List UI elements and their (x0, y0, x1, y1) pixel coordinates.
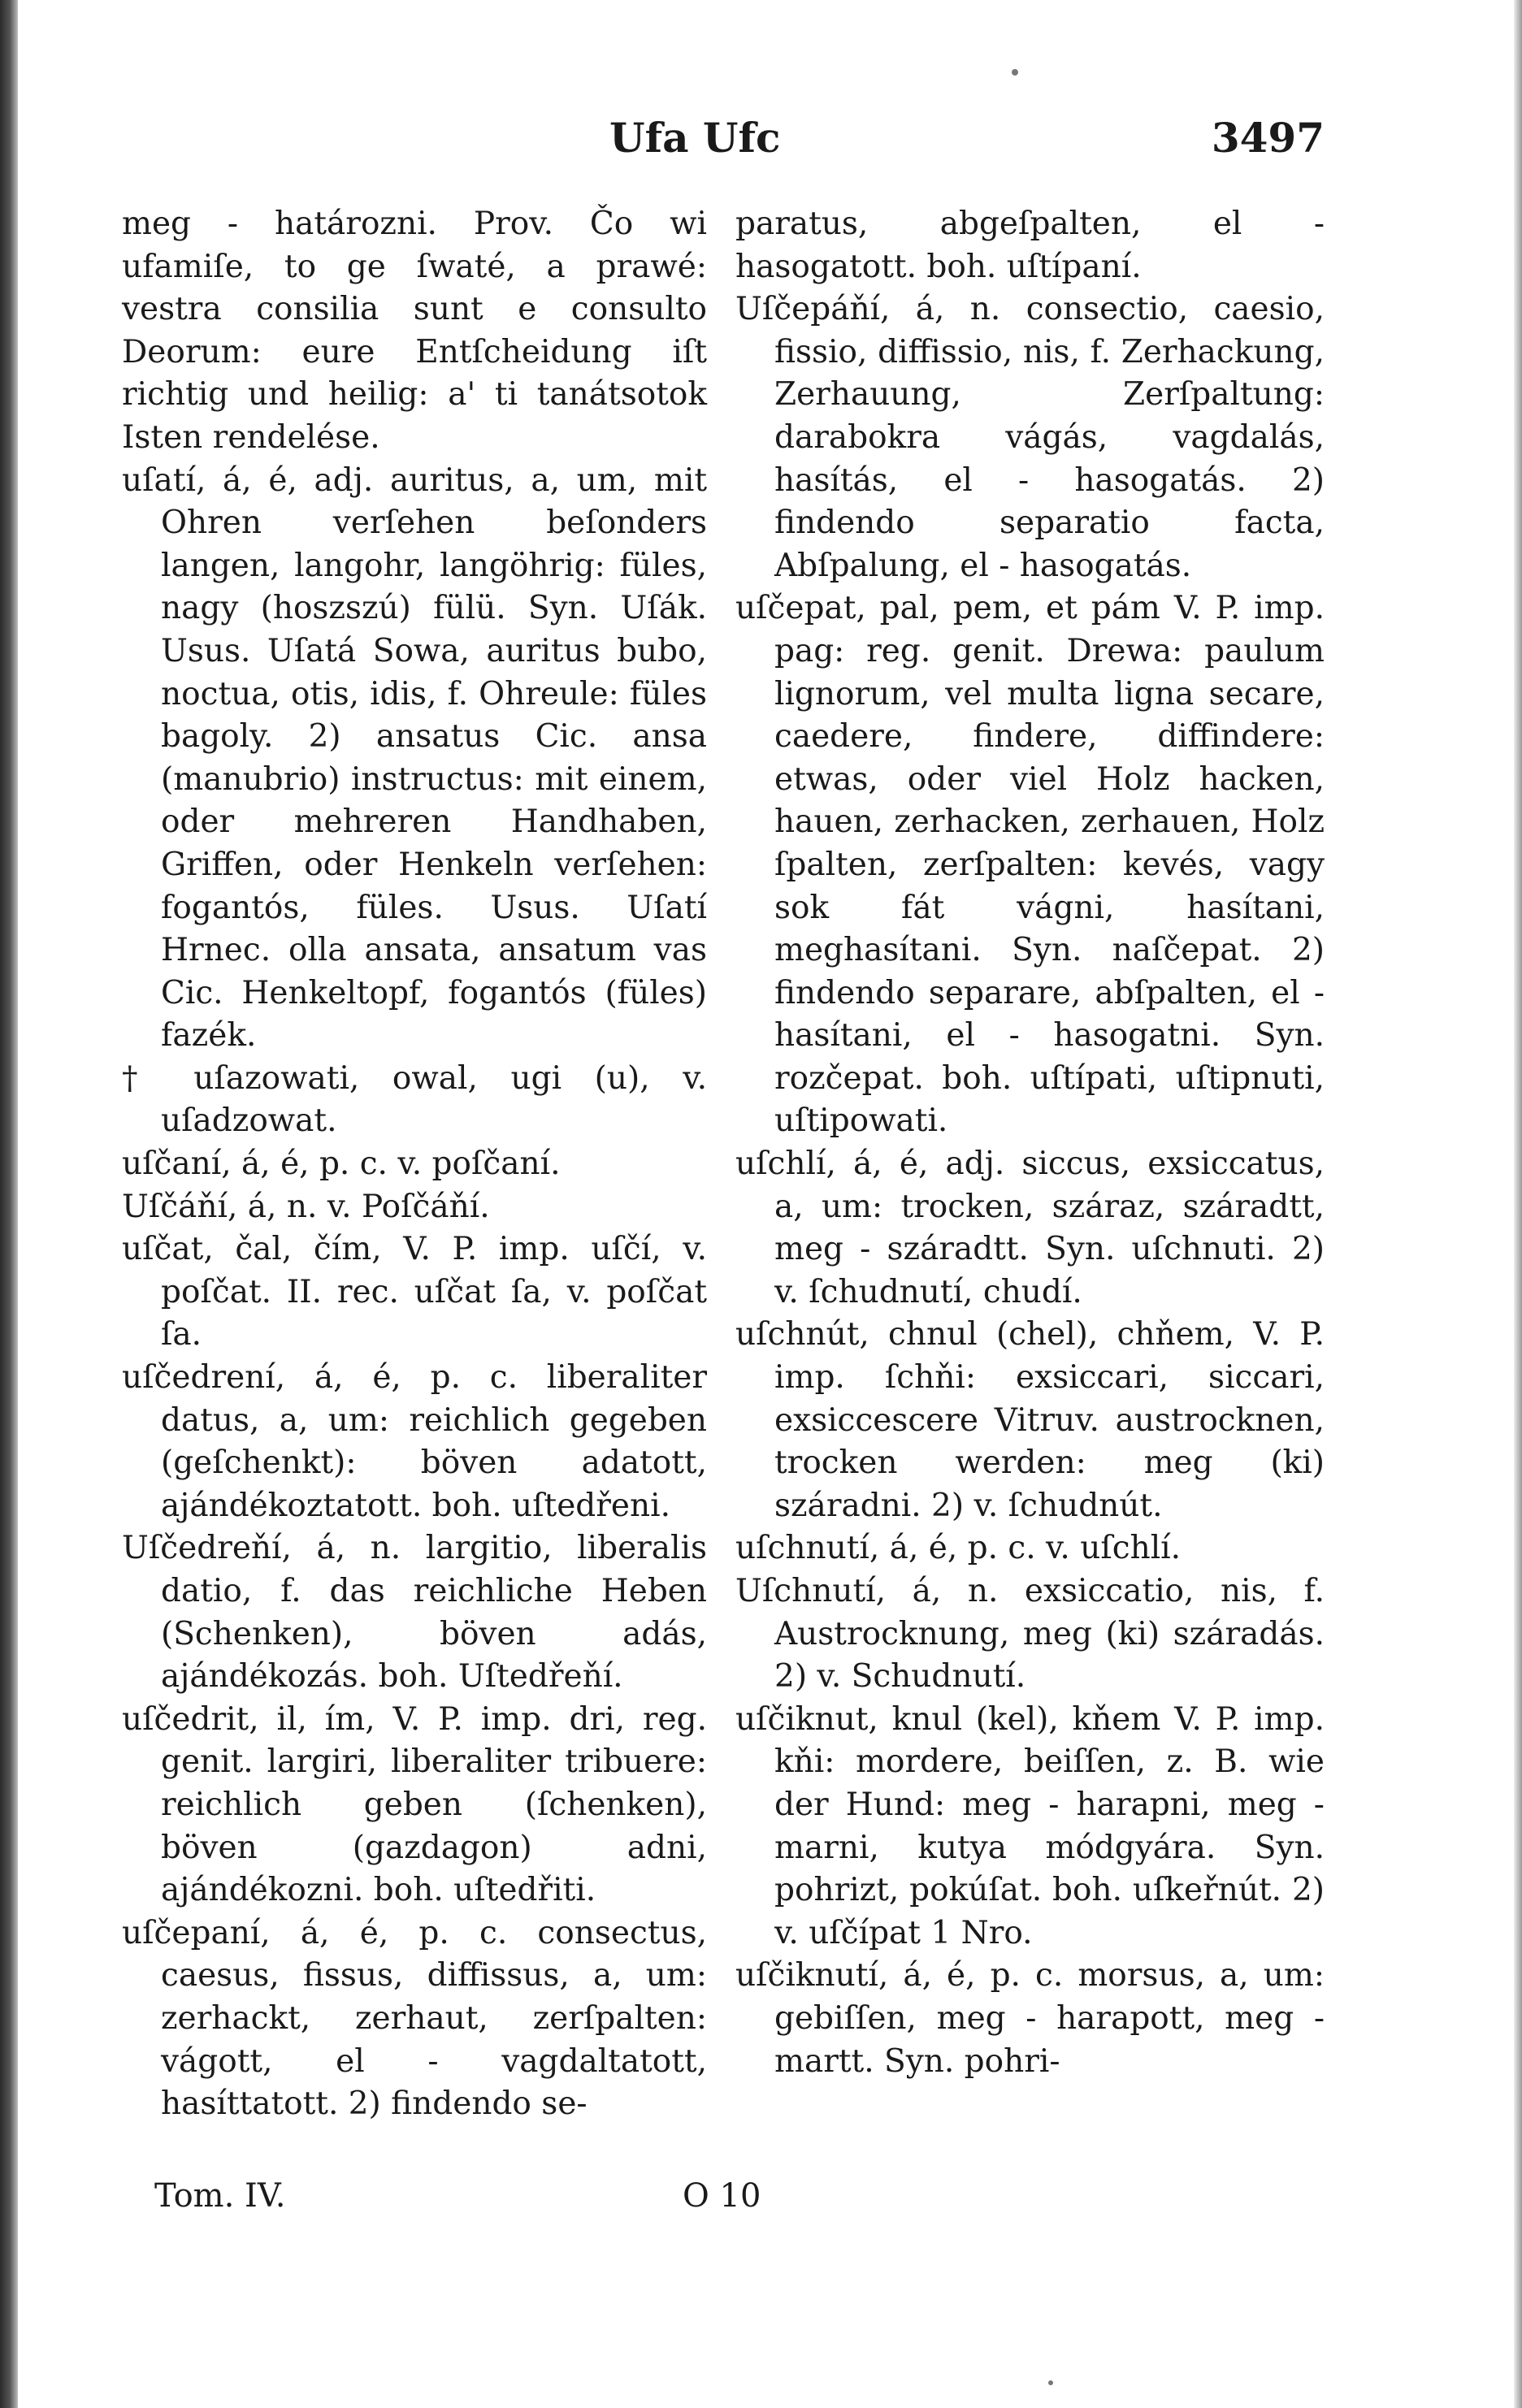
volume-mark: Tom. IV. (154, 2177, 286, 2215)
dictionary-entry: meg - határozni. Prov. Čo wi ufamiſe, to ge ſwaté, a prawé: vestra consilia sunt e consulto Deorum: eure Entſcheidung iſt richtig und heilig: a' ti tanátsotok Isten rendelése. (122, 206, 707, 456)
page-header (122, 97, 1325, 179)
right-column (735, 203, 1325, 2083)
dictionary-entry: Uſčedreňí, á, n. largitio, liberalis datio, f. das reichliche Heben (Schenken), böven adás, ajándékozás. boh. Uſtedřeňí. (122, 1530, 707, 1696)
left-column (122, 203, 707, 2126)
dictionary-entry: uſchlí, á, é, adj. siccus, exsiccatus, a, um: trocken, száraz, száradtt, meg - száradtt. Syn. uſchnuti. 2) v. ſchudnutí, chudí. (735, 1146, 1325, 1310)
dictionary-entry: uſčiknutí, á, é, p. c. morsus, a, um: gebiſſen, meg - harapott, meg - martt. Syn. pohri- (735, 1957, 1325, 2080)
dictionary-entry: uſčepaní, á, é, p. c. consectus, caesus, fissus, diffissus, a, um: zerhackt, zerhaut, zerſpalten: vágott, el - vagdaltatott, hasíttatott. 2) findendo se- (122, 1914, 707, 2123)
page-footer (122, 2177, 1325, 2234)
signature-mark: O 10 (683, 2177, 761, 2215)
book-spine-shadow (0, 0, 18, 2408)
dictionary-entry: uſčedrit, il, ím, V. P. imp. dri, reg. genit. largiri, liberaliter tribuere: reichlich geben (ſchenken), böven (gazdagon) adni, ajándékozni. boh. uſtedřiti. (122, 1700, 707, 1909)
page-edge (1514, 0, 1522, 2408)
dictionary-entry: Uſčepáňí, á, n. consectio, caesio, fissio, diffissio, nis, f. Zerhackung, Zerhauung, Zerſpaltung: darabokra vágás, vagdalás, hasítás, el - hasogatás. 2) findendo separatio facta, Abſpalung, el - hasogatás. (735, 291, 1325, 584)
dictionary-entry: uſchnút, chnul (chel), chňem, V. P. imp. ſchňi: exsiccari, siccari, exsiccescere Vitruv. austrocknen, trocken werden: meg (ki) száradni. 2) v. ſchudnút. (735, 1316, 1325, 1524)
running-head: Ufa Ufc (609, 114, 781, 162)
paper-speck (1048, 2380, 1053, 2385)
dictionary-entry: uſčat, čal, čím, V. P. imp. uſčí, v. poſčat. II. rec. uſčat ſa, v. poſčat ſa. (122, 1231, 707, 1353)
dictionary-entry: paratus, abgeſpalten, el - hasogatott. boh. uſtípaní. (735, 206, 1325, 285)
dictionary-entry: uſčedrení, á, é, p. c. liberaliter datus, a, um: reichlich gegeben (geſchenkt): böven adatott, ajándékoztatott. boh. uſtedřeni. (122, 1359, 707, 1524)
page-number: 3497 (1211, 114, 1325, 162)
dictionary-entry: † uſazowati, owal, ugi (u), v. uſadzowat. (122, 1059, 707, 1140)
dictionary-page (122, 81, 1325, 2324)
dictionary-entry: uſchnutí, á, é, p. c. v. uſchlí. (735, 1530, 1182, 1567)
paper-speck (1012, 69, 1018, 76)
dictionary-entry: uſčaní, á, é, p. c. v. poſčaní. (122, 1146, 561, 1183)
dictionary-entry: uſatí, á, é, adj. auritus, a, um, mit Ohren verſehen beſonders langen, langohr, langöhrig: füles, nagy (hoszszú) fülü. Syn. Uſák. Usus. Uſatá Sowa, auritus bubo, noctua, otis, idis, f. Ohreule: füles bagoly. 2) ansatus Cic. ansa (manubrio) instructus: mit einem, oder mehreren Handhaben, Griffen, oder Henkeln verſehen: fogantós, füles. Usus. Uſatí Hrnec. olla ansata, ansatum vas Cic. Henkeltopf, fogantós (füles) fazék. (122, 461, 707, 1055)
dictionary-entry: Uſchnutí, á, n. exsiccatio, nis, f. Austrocknung, meg (ki) száradás. 2) v. Schudnutí. (735, 1573, 1325, 1696)
dictionary-entry: uſčiknut, knul (kel), kňem V. P. imp. kňi: mordere, beiſſen, z. B. wie der Hund: meg - harapni, meg - marni, kutya módgyára. Syn. pohrizt, pokúſat. boh. uſkeřnút. 2) v. uſčípat 1 Nro. (735, 1700, 1325, 1951)
dictionary-entry: uſčepat, pal, pem, et pám V. P. imp. pag: reg. genit. Drewa: paulum lignorum, vel multa ligna secare, caedere, findere, diffindere: etwas, oder viel Holz hacken, hauen, zerhacken, zerhauen, Holz ſpalten, zerſpalten: kevés, vagy sok fát vágni, hasítani, meghasítani. Syn. naſčepat. 2) findendo separare, abſpalten, el - hasítani, el - hasogatni. Syn. rozčepat. boh. uſtípati, uſtipnuti, uſtipowati. (735, 590, 1325, 1140)
dictionary-entry: Uſčáňí, á, n. v. Poſčáňí. (122, 1188, 490, 1225)
